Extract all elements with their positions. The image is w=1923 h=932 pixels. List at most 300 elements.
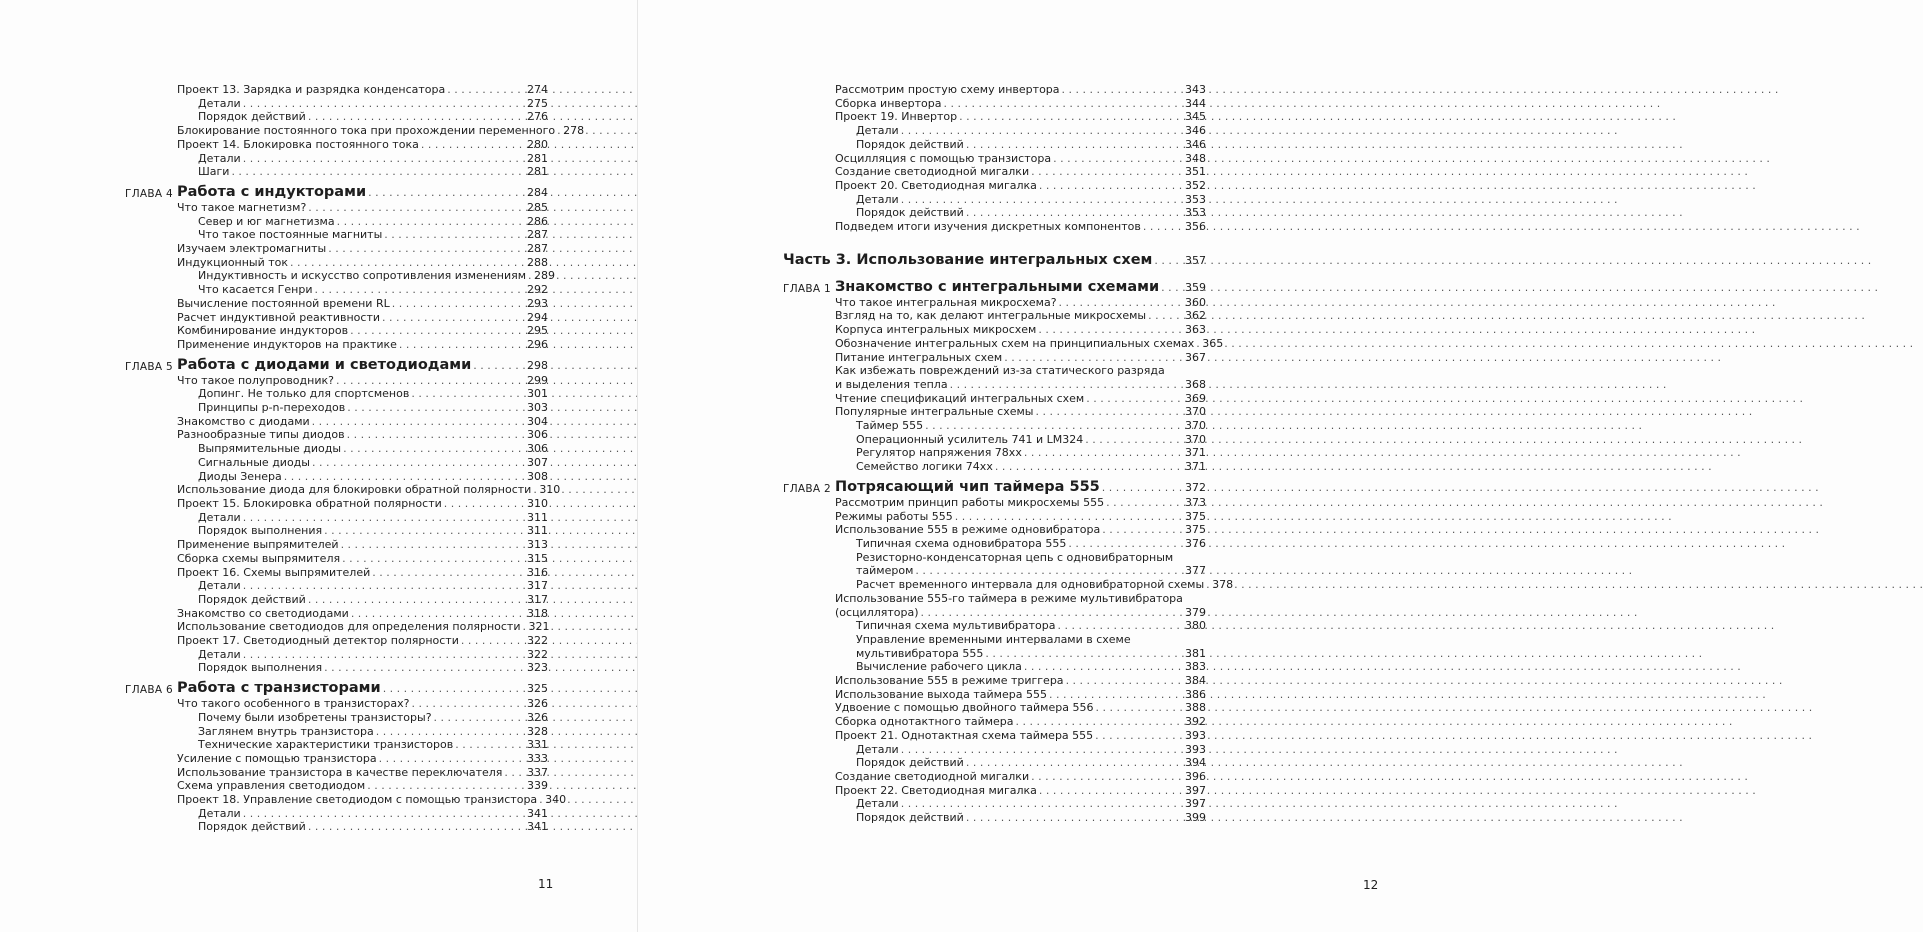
toc-entry-title: Знакомство с интегральными схемами (835, 278, 1160, 295)
toc-entry-title: Создание светодиодной мигалки (835, 769, 1030, 783)
dot-leader (533, 483, 537, 497)
toc-entry-title: Порядок действий (856, 756, 964, 770)
toc-subentry (835, 633, 1206, 660)
toc-entry-title: Допинг. Не только для спортсменов (198, 387, 410, 401)
toc-subentry (835, 446, 1206, 460)
toc-entry-title: Сигнальные диоды (198, 455, 310, 469)
toc-page-number: 311 (527, 510, 548, 524)
toc-page-number: 377 (1185, 564, 1206, 578)
dot-leader (915, 564, 1183, 578)
toc-entry (835, 323, 1206, 337)
toc-entry-title: Детали (198, 96, 241, 110)
dot-leader (324, 524, 525, 538)
toc-page-number: 306 (527, 428, 548, 442)
toc-chapter (783, 278, 1206, 296)
toc-page-number: 345 (1185, 110, 1206, 124)
toc-entry (177, 297, 548, 311)
toc-entry (835, 296, 1206, 310)
toc-entry-title: Порядок действий (198, 820, 306, 834)
dot-leader (421, 138, 525, 152)
toc-entry-title: Порядок действий (856, 137, 964, 151)
toc-entry-title: Взгляд на то, как делают интегральные микросхемы (835, 309, 1147, 323)
toc-entry-title: Проект 16. Схемы выпрямителей (177, 565, 371, 579)
toc-entry (835, 496, 1206, 510)
toc-entry (177, 428, 548, 442)
toc-subentry (177, 456, 548, 470)
toc-entry-title-line: Резисторно-конденсаторная цепь с одновибраторным (856, 550, 1174, 564)
dot-leader (376, 725, 525, 739)
toc-page-number: 307 (527, 455, 548, 469)
toc-entry-title: Вычисление постоянной времени RL (177, 296, 390, 310)
chapter-label: ГЛАВА 6 (125, 684, 173, 697)
toc-page-number: 285 (527, 200, 548, 214)
dot-leader (1053, 152, 1183, 166)
toc-entry-title: Использование 555 в режиме триггера (835, 674, 1064, 688)
toc-page-number: 384 (1185, 674, 1206, 688)
toc-entry (835, 701, 1206, 715)
toc-page-number: 373 (1185, 495, 1206, 509)
dot-leader (1143, 220, 1183, 234)
toc-entry (177, 538, 548, 552)
toc-page-number: 348 (1185, 151, 1206, 165)
dot-leader (1024, 660, 1183, 674)
toc-entry (835, 770, 1206, 784)
toc-page-number: 396 (1185, 769, 1206, 783)
toc-subentry (835, 811, 1206, 825)
page-number: 12 (1363, 878, 1379, 892)
toc-subentry (835, 578, 1234, 592)
toc-entry-title: Применение выпрямителей (177, 538, 339, 552)
toc-entry-title: Проект 14. Блокировка постоянного тока (177, 137, 419, 151)
dot-leader (411, 697, 525, 711)
toc-entry-title: Порядок действий (856, 811, 964, 825)
toc-entry-title: Использование светодиодов для определения полярности (177, 620, 521, 634)
dot-leader (231, 165, 525, 179)
toc-entry-title: Проект 17. Светодиодный детектор полярности (177, 634, 459, 648)
toc-entry-title: Шаги (198, 165, 230, 179)
dot-leader (343, 442, 525, 456)
dot-leader (1095, 701, 1183, 715)
dot-leader (1035, 405, 1183, 419)
toc-page-number: 353 (1185, 206, 1206, 220)
toc-entry-title: Удвоение с помощью двойного таймера 556 (835, 701, 1094, 715)
toc-subentry (835, 460, 1206, 474)
toc-page-number: 333 (527, 751, 548, 765)
toc-entry (835, 729, 1206, 743)
dot-leader (379, 752, 525, 766)
dot-leader (1004, 351, 1183, 365)
toc-entry (177, 415, 548, 429)
toc-entry-title: Что касается Генри (198, 283, 313, 297)
toc-subentry (177, 215, 548, 229)
dot-leader (1161, 279, 1183, 296)
toc-subentry (177, 738, 548, 752)
toc-page-number: 356 (1185, 220, 1206, 234)
toc-page-number: 316 (527, 565, 548, 579)
toc-page-number: 304 (527, 414, 548, 428)
toc-entry (177, 779, 548, 793)
dot-leader (1206, 578, 1210, 592)
toc-entry (177, 338, 548, 352)
dot-leader (966, 811, 1183, 825)
dot-leader (1031, 165, 1183, 179)
dot-leader (1038, 323, 1183, 337)
dot-leader (1039, 784, 1183, 798)
dot-leader (312, 415, 525, 429)
toc-subentry (835, 619, 1206, 633)
toc-page-number: 344 (1185, 96, 1206, 110)
toc-entry-title: Таймер 555 (856, 419, 924, 433)
dot-leader (1196, 337, 1200, 351)
toc-entry (835, 592, 1206, 619)
toc-subentry (177, 283, 548, 297)
toc-entry-title: Применение индукторов на практике (177, 337, 397, 351)
dot-leader (1106, 496, 1183, 510)
toc-subentry (177, 807, 548, 821)
toc-page-number: 397 (1185, 783, 1206, 797)
toc-entry-title: Что такое полупроводник? (177, 373, 334, 387)
toc-entry (177, 483, 561, 497)
toc-entry-title: Сборка однотактного таймера (835, 715, 1014, 729)
toc-page-number: 294 (527, 310, 548, 324)
toc-chapter (125, 183, 548, 201)
toc-page-number: 388 (1185, 701, 1206, 715)
toc-entry (177, 793, 567, 807)
toc-page-number: 322 (527, 634, 548, 648)
dot-leader (308, 593, 525, 607)
toc-subentry (835, 797, 1206, 811)
toc-subentry (177, 97, 548, 111)
toc-subentry (835, 551, 1206, 578)
dot-leader (1068, 537, 1183, 551)
toc-subentry (177, 661, 548, 675)
toc-entry (835, 523, 1206, 537)
dot-leader (901, 743, 1183, 757)
toc-page-number: 328 (527, 724, 548, 738)
toc-entry (835, 220, 1206, 234)
chapter-label: ГЛАВА 2 (783, 482, 831, 495)
toc-entry-title: Работа с диодами и светодиодами (177, 356, 472, 373)
toc-entry-title: Детали (198, 806, 241, 820)
toc-page-number: 288 (527, 255, 548, 269)
chapter-label: ГЛАВА 1 (783, 282, 831, 295)
toc-page-number: 326 (527, 697, 548, 711)
toc-entry-title: Порядок действий (198, 110, 306, 124)
toc-entry-title: Корпуса интегральных микросхем (835, 323, 1037, 337)
toc-entry-title: Проект 20. Светодиодная мигалка (835, 178, 1037, 192)
toc-page-number: 298 (527, 358, 548, 372)
dot-leader (243, 807, 525, 821)
dot-leader (308, 110, 525, 124)
toc-entry (835, 364, 1206, 391)
toc-entry-title: Детали (198, 579, 241, 593)
toc-subentry (177, 401, 548, 415)
dot-leader (504, 766, 525, 780)
toc-subentry (177, 579, 548, 593)
toc-entry-title: Что такое магнетизм? (177, 200, 307, 214)
dot-leader (921, 606, 1183, 620)
toc-subentry (177, 648, 548, 662)
toc-entry-title: Детали (856, 742, 899, 756)
toc-entry (177, 242, 548, 256)
toc-entry-title: Работа с транзисторами (177, 680, 381, 697)
toc-entry-title: Популярные интегральные схемы (835, 405, 1034, 419)
toc-entry (177, 697, 548, 711)
dot-leader (528, 269, 532, 283)
toc-subentry (177, 442, 548, 456)
toc-page-number: 341 (527, 820, 548, 834)
toc-subentry (835, 138, 1206, 152)
dot-leader (243, 97, 525, 111)
toc-entry-title: Что такого особенного в транзисторах? (177, 697, 410, 711)
toc-entry-title: Схема управления светодиодом (177, 779, 366, 793)
toc-page-number: 274 (527, 83, 548, 96)
toc-entry-title: Порядок действий (856, 206, 964, 220)
dot-leader (985, 647, 1183, 661)
toc-entry (177, 374, 548, 388)
toc-entry-title: Принципы p-n-переходов (198, 401, 346, 415)
toc-page-number: 371 (1185, 446, 1206, 460)
dot-leader (411, 387, 525, 401)
toc-entry (177, 766, 548, 780)
dot-leader (308, 820, 525, 834)
page-number: 11 (538, 877, 554, 891)
dot-leader (351, 607, 525, 621)
toc-entry-title: Север и юг магнетизма (198, 214, 335, 228)
toc-subentry (835, 124, 1206, 138)
dot-leader (1024, 446, 1183, 460)
toc-page-number: 397 (1185, 797, 1206, 811)
dot-leader (341, 538, 525, 552)
toc-subentry (177, 470, 548, 484)
dot-leader (1102, 479, 1183, 496)
dot-leader (315, 283, 526, 297)
toc-page-number: 372 (1185, 480, 1206, 494)
toc-page-number: 293 (527, 296, 548, 310)
chapter-label: ГЛАВА 5 (125, 360, 173, 373)
toc-entry-title: Использование выхода таймера 555 (835, 687, 1047, 701)
dot-leader (1059, 296, 1183, 310)
dot-leader (1049, 688, 1183, 702)
toc-entry (177, 311, 548, 325)
dot-leader (328, 242, 525, 256)
dot-leader (901, 193, 1183, 207)
toc-entry-title: Изучаем электромагниты (177, 242, 327, 256)
toc-page-number: 369 (1185, 391, 1206, 405)
toc-entry-title: мультивибратора 555 (856, 646, 984, 660)
dot-leader (384, 228, 525, 242)
toc-page-number: 365 (1202, 336, 1224, 350)
dot-leader (901, 797, 1183, 811)
chapter-label: ГЛАВА 4 (125, 187, 173, 200)
toc-entry-title: Проект 22. Светодиодная мигалка (835, 783, 1037, 797)
toc-entry (835, 97, 1206, 111)
toc-page-number: 315 (527, 551, 548, 565)
toc-subentry (177, 725, 548, 739)
toc-page-number: 346 (1185, 124, 1206, 138)
toc-entry-title: Часть 3. Использование интегральных схем (783, 251, 1153, 268)
toc-page-number: 281 (527, 151, 548, 165)
toc-entry-title: Проект 19. Инвертор (835, 110, 958, 124)
dot-leader (382, 311, 525, 325)
dot-leader (1085, 433, 1183, 447)
toc-page-number: 280 (527, 137, 548, 151)
toc-entry (177, 256, 548, 270)
dot-leader (966, 756, 1183, 770)
toc-entry-title: Режимы работы 555 (835, 509, 953, 523)
dot-leader (473, 357, 525, 374)
toc-subentry (835, 660, 1206, 674)
dot-leader (539, 793, 543, 807)
dot-leader (243, 152, 525, 166)
toc-entry (835, 152, 1206, 166)
toc-page-number: 362 (1185, 309, 1206, 323)
toc-entry-title: Детали (856, 124, 899, 138)
toc-entry (835, 510, 1206, 524)
toc-subentry (177, 269, 556, 283)
toc-entry-title: Использование диода для блокировки обратной полярности (177, 483, 532, 497)
toc-page-number: 322 (527, 647, 548, 661)
toc-entry-title: Операционный усилитель 741 и LM324 (856, 432, 1084, 446)
toc-page-number: 357 (1185, 253, 1206, 267)
toc-entry-title: Типичная схема мультивибратора (856, 619, 1056, 633)
toc-entry-title: Порядок выполнения (198, 661, 323, 675)
dot-leader (1154, 252, 1183, 270)
toc-subentry (835, 537, 1206, 551)
toc-entry-title: Проект 21. Однотактная схема таймера 555 (835, 728, 1094, 742)
left-page (0, 0, 637, 932)
toc-entry-title: Работа с индукторами (177, 183, 367, 200)
toc-entry-title: Порядок действий (198, 592, 306, 606)
toc-page-number: 367 (1185, 350, 1206, 364)
toc-entry-title-line: Использование 555-го таймера в режиме мультивибратора (835, 591, 1183, 605)
left-toc-list (125, 83, 585, 834)
toc-page-number: 399 (1185, 811, 1206, 825)
dot-leader (372, 566, 525, 580)
toc-subentry (177, 711, 548, 725)
toc-entry (835, 392, 1206, 406)
toc-page-number: 286 (527, 214, 548, 228)
dot-leader (336, 374, 525, 388)
toc-subentry (177, 387, 548, 401)
toc-page-number: 351 (1185, 165, 1206, 179)
toc-page-number: 353 (1185, 192, 1206, 206)
toc-subentry (835, 433, 1206, 447)
toc-entry-title: Что такое интегральная микросхема? (835, 295, 1057, 309)
toc-page-number: 331 (527, 738, 548, 752)
dot-leader (1066, 674, 1183, 688)
toc-page-number: 299 (527, 373, 548, 387)
toc-entry-title: Усиление с помощью транзистора (177, 751, 377, 765)
toc-entry (177, 83, 548, 97)
dot-leader (324, 661, 525, 675)
toc-entry (177, 138, 548, 152)
dot-leader (368, 184, 525, 201)
toc-subentry (177, 820, 548, 834)
toc-entry (835, 351, 1206, 365)
toc-page-number: 339 (527, 779, 548, 793)
toc-entry-title: Использование 555 в режиме одновибратора (835, 523, 1101, 537)
toc-page-number: 343 (1185, 83, 1206, 96)
toc-entry-title: (осциллятора) (835, 605, 919, 619)
toc-page-number: 278 (563, 124, 585, 138)
toc-page-number: 370 (1185, 419, 1206, 433)
toc-page-number: 313 (527, 538, 548, 552)
toc-entry-title: Разнообразные типы диодов (177, 428, 345, 442)
toc-entry-title: Рассмотрим принцип работы микросхемы 555 (835, 495, 1105, 509)
toc-page-number: 393 (1185, 728, 1206, 742)
toc-page-number: 360 (1185, 295, 1206, 309)
toc-entry-title: Детали (856, 192, 899, 206)
toc-entry (835, 165, 1206, 179)
toc-page-number: 371 (1185, 460, 1206, 474)
dot-leader (347, 401, 525, 415)
toc-entry-title: Расчет временного интервала для одновибраторной схемы (856, 578, 1205, 592)
toc-entry-title-line: Управление временными интервалами в схеме (856, 632, 1131, 646)
toc-subentry (177, 110, 548, 124)
toc-page-number: 359 (1185, 280, 1206, 294)
toc-entry (177, 620, 548, 634)
dot-leader (522, 620, 526, 634)
toc-entry-title: Вычисление рабочего цикла (856, 660, 1022, 674)
toc-entry-title: Питание интегральных схем (835, 350, 1003, 364)
dot-leader (444, 497, 525, 511)
dot-leader (925, 419, 1183, 433)
toc-entry (835, 715, 1206, 729)
toc-entry-title: Семейство логики 74xx (856, 460, 993, 474)
toc-entry (177, 752, 548, 766)
toc-page-number: 308 (527, 469, 548, 483)
dot-leader (944, 97, 1184, 111)
toc-entry-title: Что такое постоянные магниты (198, 228, 383, 242)
toc-entry-title: Технические характеристики транзисторов (198, 738, 454, 752)
dot-leader (1062, 83, 1183, 97)
dot-leader (308, 201, 525, 215)
toc-page-number: 296 (527, 337, 548, 351)
toc-entry-title: Рассмотрим простую схему инвертора (835, 83, 1060, 96)
toc-subentry (177, 165, 548, 179)
toc-entry-title: Знакомство со светодиодами (177, 606, 349, 620)
toc-entry-title-line: Как избежать повреждений из-за статического разряда (835, 364, 1165, 378)
dot-leader (966, 206, 1183, 220)
dot-leader (243, 579, 525, 593)
toc-entry-title: Знакомство с диодами (177, 414, 310, 428)
toc-chapter (125, 680, 548, 697)
dot-leader (950, 378, 1183, 392)
toc-entry-title: Проект 15. Блокировка обратной полярности (177, 496, 442, 510)
toc-page-number: 318 (527, 606, 548, 620)
dot-leader (290, 256, 525, 270)
toc-page-number: 393 (1185, 742, 1206, 756)
toc-entry (835, 83, 1206, 97)
toc-page-number: 394 (1185, 756, 1206, 770)
dot-leader (959, 110, 1183, 124)
toc-page-number: 321 (528, 620, 550, 634)
toc-page-number: 375 (1185, 523, 1206, 537)
dot-leader (447, 83, 525, 97)
toc-entry-title: Блокирование постоянного тока при прохождении переменного (177, 124, 556, 138)
toc-entry-title: Комбинирование индукторов (177, 324, 349, 338)
dot-leader (1039, 179, 1183, 193)
toc-entry-title: Детали (856, 797, 899, 811)
dot-leader (342, 552, 525, 566)
dot-leader (312, 456, 525, 470)
toc-subentry (835, 206, 1206, 220)
dot-leader (955, 510, 1183, 524)
toc-entry-title: Диоды Зенера (198, 469, 282, 483)
toc-page-number: 326 (527, 710, 548, 724)
toc-entry-title: Потрясающий чип таймера 555 (835, 478, 1100, 495)
